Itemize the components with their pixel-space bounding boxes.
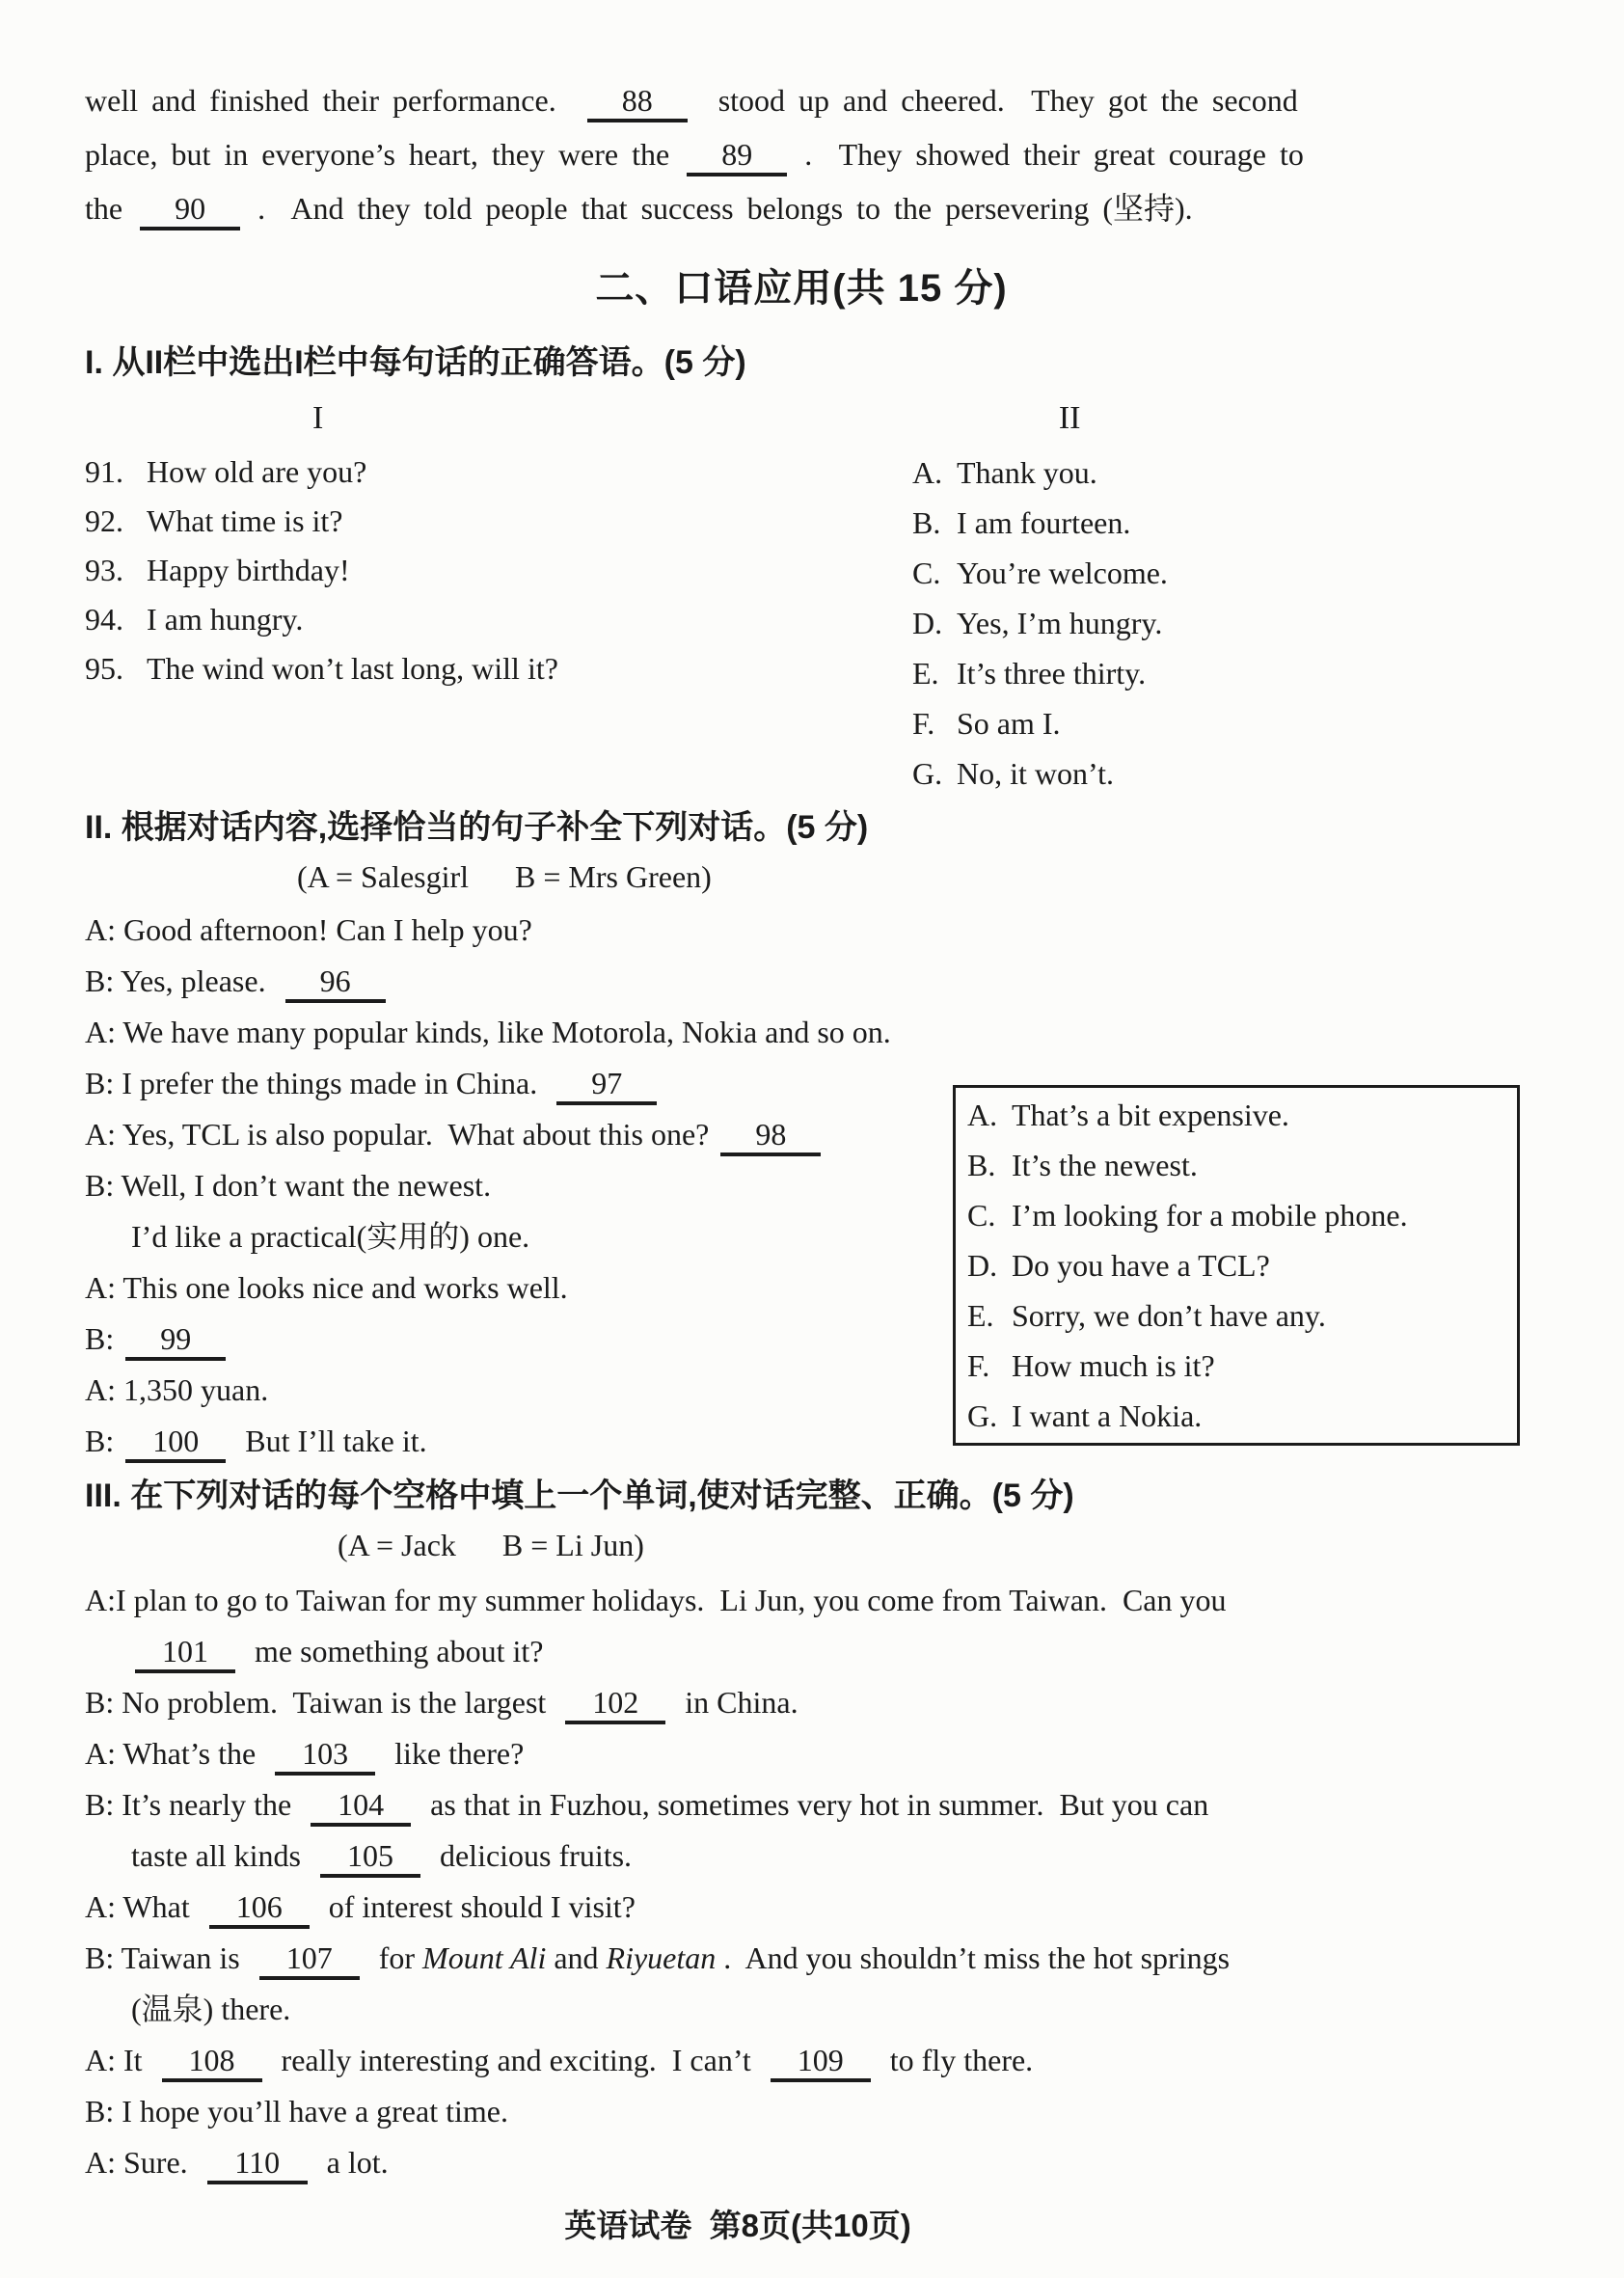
item-label: G.	[912, 756, 943, 791]
text-segment: B:	[85, 1424, 122, 1458]
dialogue-line	[85, 1779, 1518, 1831]
part1-heading: I. 从II栏中选出I栏中每句话的正确答语。(5 分)	[85, 344, 746, 381]
answer-list	[912, 447, 1518, 799]
item-text: You’re welcome.	[957, 556, 1168, 590]
item-label: F.	[967, 1348, 990, 1383]
options-box	[953, 1085, 1520, 1446]
text-segment: B: Well, I don’t want the newest.	[85, 1168, 492, 1203]
option-item	[967, 1090, 1507, 1140]
matching-section	[85, 447, 1518, 799]
text-segment: for	[363, 1940, 423, 1975]
option-item	[967, 1341, 1507, 1391]
page-footer: 英语试卷 第8页(共10页)	[564, 2208, 911, 2243]
answer-item	[912, 698, 1518, 748]
text-segment: But I’ll take it.	[230, 1424, 427, 1458]
item-label: A.	[967, 1098, 998, 1132]
blank-101: 101	[135, 1635, 235, 1673]
question-item	[85, 595, 912, 644]
text-segment: Riyuetan	[606, 1940, 717, 1975]
option-item	[967, 1240, 1507, 1290]
answer-item	[912, 447, 1518, 498]
blank-103: 103	[275, 1737, 375, 1776]
dialogue-line	[85, 2035, 1518, 2086]
answer-item	[912, 498, 1518, 548]
text-segment: I’d like a practical(实用的) one.	[131, 1219, 530, 1254]
item-text: Sorry, we don’t have any.	[1012, 1298, 1326, 1333]
dialogue-line	[85, 905, 1518, 956]
text-segment: stood up and cheered. They got the second	[690, 83, 1298, 118]
question-item	[85, 497, 912, 546]
text-segment: . They showed their great courage to	[791, 137, 1304, 172]
item-text: Thank you.	[957, 455, 1097, 490]
item-text: Do you have a TCL?	[1012, 1248, 1270, 1283]
dialogue-line	[85, 1626, 1518, 1677]
text-segment: me something about it?	[239, 1634, 544, 1668]
option-item	[967, 1140, 1507, 1190]
text-segment: Mount Ali	[422, 1940, 547, 1975]
answer-item	[912, 648, 1518, 698]
text-segment: A: 1,350 yuan.	[85, 1372, 269, 1407]
text-segment: B: I prefer the things made in China.	[85, 1066, 554, 1100]
part2-roles-note: (A = Salesgirl B = Mrs Green)	[297, 859, 712, 894]
item-text: It’s three thirty.	[957, 656, 1147, 691]
blank-104: 104	[311, 1788, 411, 1827]
blank-98: 98	[720, 1118, 821, 1156]
section-title: 二、口语应用(共 15 分)	[595, 267, 1008, 310]
item-text: The wind won’t last long, will it?	[147, 651, 558, 686]
item-label: G.	[967, 1398, 998, 1433]
blank-90: 90	[140, 192, 240, 231]
part3-heading: III. 在下列对话的每个空格中填上一个单词,使对话完整、正确。(5 分)	[85, 1478, 1074, 1514]
text-segment: (温泉) there.	[131, 1992, 291, 2026]
item-label: D.	[967, 1248, 998, 1283]
text-segment: A:I plan to go to Taiwan for my summer holidays. Li Jun, you come from Taiwan. Can you	[85, 1583, 1227, 1617]
dialogue-line	[85, 1575, 1518, 1626]
text-segment: B: I hope you’ll have a great time.	[85, 2094, 508, 2129]
cloze-line	[85, 181, 1518, 235]
item-label: C.	[967, 1198, 996, 1233]
text-segment: in China.	[669, 1685, 798, 1720]
item-text: That’s a bit expensive.	[1012, 1098, 1289, 1132]
dialogue-line	[85, 1831, 1518, 1882]
blank-102: 102	[565, 1686, 665, 1724]
item-text: How old are you?	[147, 454, 367, 489]
text-segment: really interesting and exciting. I can’t	[265, 2043, 767, 2077]
text-segment: A: What’s the	[85, 1736, 272, 1771]
text-segment: A: We have many popular kinds, like Motorola, Nokia and so on.	[85, 1015, 891, 1049]
question-item	[85, 447, 912, 497]
cloze-paragraph	[85, 73, 1518, 235]
item-text: It’s the newest.	[1012, 1148, 1198, 1182]
text-segment: as that in Fuzhou, sometimes very hot in summer. But you can	[415, 1787, 1209, 1822]
cloze-line	[85, 73, 1518, 127]
text-segment: of interest should I visit?	[312, 1889, 636, 1924]
question-list	[85, 447, 912, 799]
blank-109: 109	[771, 2044, 871, 2082]
text-segment: B: Taiwan is	[85, 1940, 256, 1975]
item-text: So am I.	[957, 706, 1061, 741]
item-label: 94.	[85, 602, 123, 637]
blank-89: 89	[687, 138, 787, 176]
text-segment: B: Yes, please.	[85, 963, 282, 998]
option-item	[967, 1190, 1507, 1240]
answer-item	[912, 598, 1518, 648]
dialogue-line	[85, 1728, 1518, 1779]
blank-108: 108	[162, 2044, 262, 2082]
text-segment: . And they told people that success belongs to the persevering (坚持).	[244, 191, 1193, 226]
text-segment: B: It’s nearly the	[85, 1787, 308, 1822]
text-segment: place, but in everyone’s heart, they were the	[85, 137, 684, 172]
item-text: Happy birthday!	[147, 553, 350, 587]
blank-99: 99	[125, 1322, 226, 1361]
item-label: A.	[912, 455, 943, 490]
item-label: E.	[912, 656, 939, 691]
text-segment: A: What	[85, 1889, 205, 1924]
text-segment: . And you shouldn’t miss the hot springs	[716, 1940, 1231, 1975]
text-segment: A: Yes, TCL is also popular. What about this one?	[85, 1117, 717, 1152]
item-label: F.	[912, 706, 935, 741]
dialogue-line	[85, 1007, 1518, 1058]
item-text: I am fourteen.	[957, 505, 1131, 540]
option-item	[967, 1290, 1507, 1341]
text-segment: delicious fruits.	[423, 1838, 633, 1873]
item-text: What time is it?	[147, 503, 343, 538]
answer-item	[912, 548, 1518, 598]
text-segment: A: This one looks nice and works well.	[85, 1270, 568, 1305]
text-segment: A: Sure.	[85, 2145, 203, 2180]
part3-roles-note: (A = Jack B = Li Jun)	[338, 1528, 644, 1562]
dialogue-line	[85, 1882, 1518, 1933]
item-label: 91.	[85, 454, 123, 489]
text-segment: B: No problem. Taiwan is the largest	[85, 1685, 562, 1720]
question-item	[85, 644, 912, 693]
item-text: I am hungry.	[147, 602, 304, 637]
dialogue-line	[85, 1933, 1518, 1984]
text-segment: and	[546, 1940, 607, 1975]
text-segment: A: It	[85, 2043, 158, 2077]
item-label: C.	[912, 556, 941, 590]
option-item	[967, 1391, 1507, 1441]
text-segment: B:	[85, 1321, 122, 1356]
text-segment: to fly there.	[874, 2043, 1034, 2077]
dialogue-line	[85, 2086, 1518, 2137]
dialogue-line	[85, 1984, 1518, 2035]
answer-item	[912, 748, 1518, 799]
blank-96: 96	[285, 964, 386, 1003]
text-segment: taste all kinds	[131, 1838, 316, 1873]
cloze-line	[85, 127, 1518, 181]
text-segment: the	[85, 191, 137, 226]
dialogue-line	[85, 956, 1518, 1007]
blank-110: 110	[207, 2146, 308, 2184]
text-segment: a lot.	[311, 2145, 389, 2180]
item-label: 93.	[85, 553, 123, 587]
blank-107: 107	[259, 1941, 360, 1980]
item-text: I’m looking for a mobile phone.	[1012, 1198, 1408, 1233]
question-item	[85, 546, 912, 595]
item-label: E.	[967, 1298, 994, 1333]
item-text: How much is it?	[1012, 1348, 1215, 1383]
blank-105: 105	[320, 1839, 420, 1878]
item-label: B.	[967, 1148, 996, 1182]
item-text: No, it won’t.	[957, 756, 1114, 791]
part3-dialogue	[85, 1575, 1518, 2188]
dialogue-line	[85, 1677, 1518, 1728]
item-text: I want a Nokia.	[1012, 1398, 1203, 1433]
match-column-headers	[85, 395, 1518, 442]
part2-heading: II. 根据对话内容,选择恰当的句子补全下列对话。(5 分)	[85, 809, 869, 846]
blank-97: 97	[556, 1067, 657, 1105]
column-1-header: I	[312, 400, 324, 436]
blank-100: 100	[125, 1424, 226, 1463]
text-segment: well and finished their performance.	[85, 83, 583, 118]
text-segment: like there?	[379, 1736, 525, 1771]
blank-106: 106	[209, 1890, 310, 1929]
item-text: Yes, I’m hungry.	[957, 606, 1163, 640]
dialogue-line	[85, 2137, 1518, 2188]
text-segment: A: Good afternoon! Can I help you?	[85, 912, 532, 947]
item-label: 95.	[85, 651, 123, 686]
item-label: B.	[912, 505, 941, 540]
item-label: 92.	[85, 503, 123, 538]
item-label: D.	[912, 606, 943, 640]
blank-88: 88	[587, 84, 688, 122]
column-2-header: II	[1058, 400, 1081, 436]
